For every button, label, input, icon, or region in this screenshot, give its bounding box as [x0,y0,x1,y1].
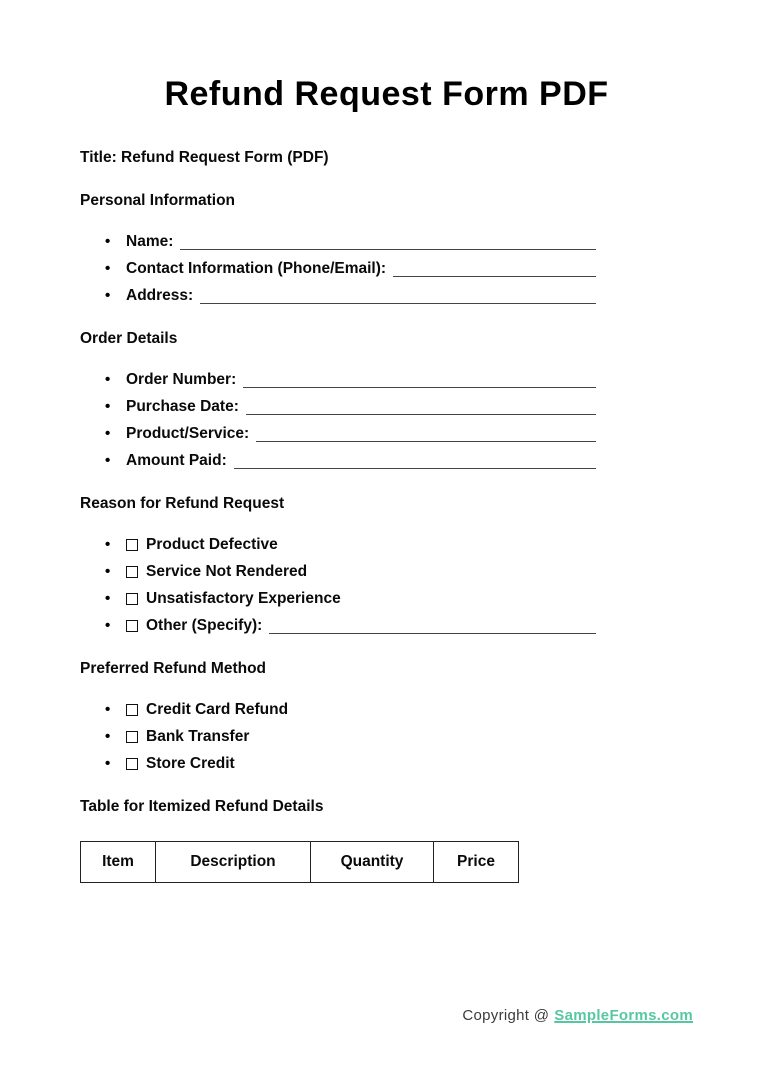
doc-subtitle: Title: Refund Request Form (PDF) [80,149,329,166]
bullet-icon: • [105,728,111,745]
table-header-item: Item [81,842,156,883]
checkbox-label-product-defective: Product Defective [146,535,278,553]
footer [462,1006,693,1026]
list-item-other-specify [80,612,596,639]
field-label-amount-paid: Amount Paid: [126,451,227,469]
list-item-credit-card-refund [80,696,596,723]
field-label-purchase-date: Purchase Date: [126,397,239,415]
bullet-icon: • [105,425,111,442]
checkbox-label-store-credit: Store Credit [146,754,235,772]
bullet-icon: • [105,371,111,388]
blank-line-order-number[interactable] [243,366,596,388]
bullet-icon: • [105,701,111,718]
list-item-store-credit [80,750,596,777]
blank-line-amount-paid[interactable] [234,447,596,469]
section-heading-personal-information: Personal Information [80,192,236,209]
refund-method-list [80,696,596,777]
bullet-icon: • [105,755,111,772]
itemized-refund-table [80,841,519,883]
checkbox-icon-unsatisfactory-experience[interactable] [126,593,138,605]
blank-line-name[interactable] [180,228,596,250]
list-item-address [80,282,596,309]
document-page [0,77,768,1074]
section-heading-order-details: Order Details [80,330,178,347]
bullet-icon: • [105,452,111,469]
bullet-icon: • [105,617,111,634]
list-item-purchase-date [80,393,596,420]
bullet-icon: • [105,398,111,415]
list-item-product-service [80,420,596,447]
blank-line-contact[interactable] [393,255,596,277]
list-item-amount-paid [80,447,596,474]
blank-line-address[interactable] [200,282,596,304]
bullet-icon: • [105,536,111,553]
blank-line-product-service[interactable] [256,420,596,442]
checkbox-label-service-not-rendered: Service Not Rendered [146,562,308,580]
footer-link[interactable]: SampleForms.com [554,1007,693,1024]
checkbox-icon-service-not-rendered[interactable] [126,566,138,578]
field-label-contact: Contact Information (Phone/Email): [126,259,387,277]
personal-information-list [80,228,596,309]
checkbox-label-credit-card-refund: Credit Card Refund [146,700,289,718]
checkbox-label-bank-transfer: Bank Transfer [146,727,250,745]
refund-reason-list [80,531,596,639]
copyright-text: Copyright @ [462,1007,550,1024]
page-title: Refund Request Form PDF [164,75,609,113]
table-header-price: Price [434,842,519,883]
bullet-icon: • [105,590,111,607]
list-item-unsatisfactory-experience [80,585,596,612]
checkbox-icon-other-specify[interactable] [126,620,138,632]
bullet-icon: • [105,260,111,277]
order-details-list [80,366,596,474]
field-label-order-number: Order Number: [126,370,237,388]
checkbox-icon-store-credit[interactable] [126,758,138,770]
checkbox-label-other-specify: Other (Specify): [146,616,263,634]
checkbox-icon-credit-card-refund[interactable] [126,704,138,716]
bullet-icon: • [105,287,111,304]
table-header-row [81,842,519,883]
field-label-address: Address: [126,286,194,304]
section-heading-refund-reason: Reason for Refund Request [80,495,285,512]
field-label-product-service: Product/Service: [126,424,250,442]
section-heading-itemized-table: Table for Itemized Refund Details [80,798,324,815]
bullet-icon: • [105,563,111,580]
list-item-bank-transfer [80,723,596,750]
checkbox-label-unsatisfactory-experience: Unsatisfactory Experience [146,589,341,607]
list-item-order-number [80,366,596,393]
list-item-contact [80,255,596,282]
table-header-description: Description [156,842,311,883]
checkbox-icon-bank-transfer[interactable] [126,731,138,743]
list-item-name [80,228,596,255]
table-header-quantity: Quantity [311,842,434,883]
section-heading-refund-method: Preferred Refund Method [80,660,267,677]
list-item-service-not-rendered [80,558,596,585]
checkbox-icon-product-defective[interactable] [126,539,138,551]
bullet-icon: • [105,233,111,250]
list-item-product-defective [80,531,596,558]
blank-line-purchase-date[interactable] [246,393,596,415]
blank-line-other-specify[interactable] [269,612,596,634]
field-label-name: Name: [126,232,174,250]
